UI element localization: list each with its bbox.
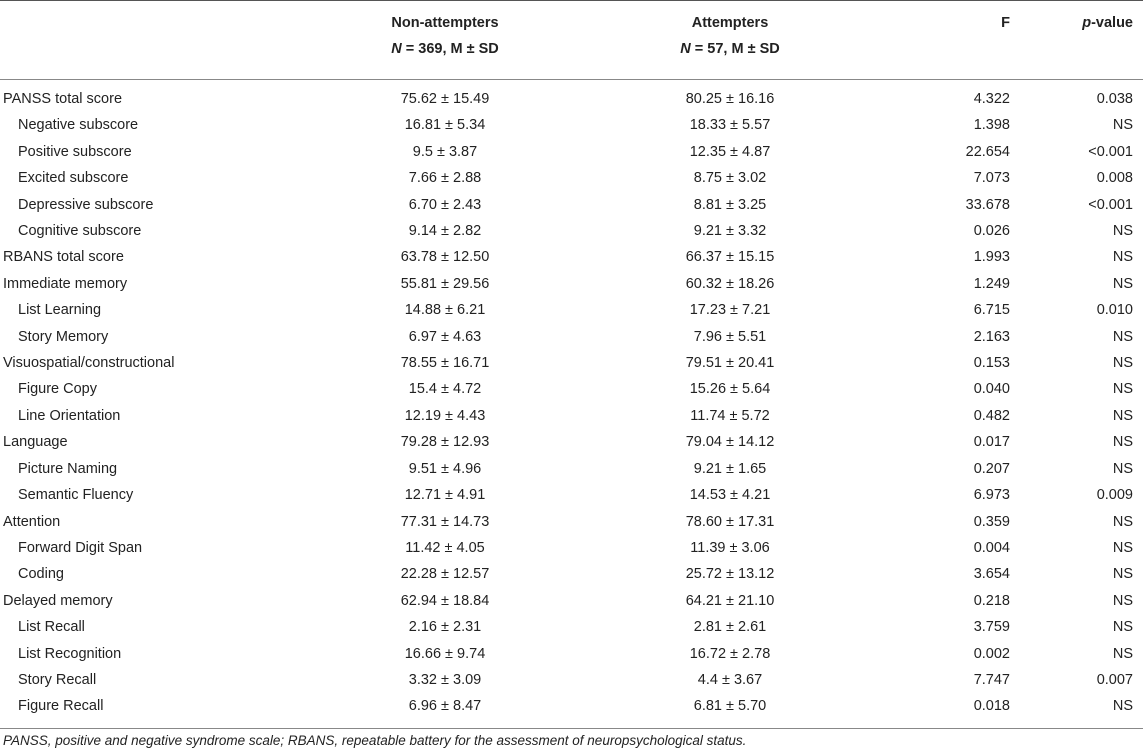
table-row — [0, 139, 1143, 165]
table-row — [0, 297, 1143, 323]
cell-attempters: 79.51 ± 20.41 — [685, 355, 775, 372]
cell-p-value: NS — [1010, 693, 1143, 728]
cell-attempters: 15.26 ± 5.64 — [689, 381, 771, 398]
header-att-n-rest: = 57, M ± SD — [690, 41, 780, 57]
cell-f: 1.993 — [973, 249, 1010, 266]
cell-p-value: NS — [1112, 434, 1133, 451]
cell-attempters: 64.21 ± 21.10 — [685, 592, 775, 609]
table-row — [0, 218, 1143, 244]
header-attempters-n — [590, 33, 870, 80]
cell-attempters: 11.74 ± 5.72 — [690, 407, 770, 424]
cell-f: 0.040 — [973, 381, 1010, 398]
header-non-n-rest: = 369, M ± SD — [401, 41, 499, 57]
row-label: Depressive subscore — [18, 196, 154, 213]
cell-non-attempters: 6.70 ± 2.43 — [408, 196, 482, 213]
table-row — [0, 112, 1143, 138]
table-row — [0, 271, 1143, 297]
row-label: Story Memory — [18, 328, 109, 345]
cell-p-value: NS — [1112, 592, 1133, 609]
cell-p-value: NS — [1112, 513, 1133, 530]
row-label: Attention — [3, 513, 61, 530]
cell-non-attempters: 12.19 ± 4.43 — [404, 407, 486, 424]
cell-f: 0.153 — [973, 355, 1010, 372]
cell-p-value: NS — [1112, 249, 1133, 266]
row-label: Picture Naming — [18, 460, 118, 477]
cell-p-value: NS — [1112, 117, 1133, 134]
header-row-titles — [0, 1, 1143, 34]
row-label: Line Orientation — [18, 407, 121, 424]
cell-non-attempters: 78.55 ± 16.71 — [400, 355, 490, 372]
header-non-n-italic: N — [391, 41, 402, 57]
table-footnote: PANSS, positive and negative syndrome scale; RBANS, repeatable battery for the assessment of neuropsychological status. — [3, 733, 747, 748]
cell-p-value: NS — [1112, 381, 1133, 398]
cell-non-attempters: 63.78 ± 12.50 — [400, 249, 490, 266]
cell-f: 0.207 — [973, 460, 1010, 477]
cell-non-attempters: 9.51 ± 4.96 — [408, 460, 482, 477]
cell-f: 3.654 — [973, 566, 1010, 583]
row-label: List Recognition — [18, 645, 122, 662]
table-row — [0, 561, 1143, 587]
table-row — [0, 482, 1143, 508]
cell-p-value: NS — [1112, 328, 1133, 345]
header-attempters: Attempters — [590, 1, 870, 34]
row-label: Coding — [18, 566, 64, 583]
cell-f: 6.715 — [973, 302, 1010, 319]
row-label: List Learning — [18, 302, 102, 319]
header-label-cell — [0, 1, 300, 34]
cell-attempters: 9.21 ± 1.65 — [693, 460, 767, 477]
cell-f: 7.073 — [973, 170, 1010, 187]
cell-p-value: NS — [1112, 539, 1133, 556]
cell-attempters: 11.39 ± 3.06 — [690, 539, 770, 556]
row-label: Positive subscore — [18, 143, 132, 160]
cell-f: 1.398 — [973, 117, 1010, 134]
header-non-attempters: Non-attempters — [300, 1, 590, 34]
cell-attempters: 78.60 ± 17.31 — [685, 513, 775, 530]
cell-f: 0.482 — [973, 407, 1010, 424]
row-label: Negative subscore — [18, 117, 139, 134]
cell-f: 1.249 — [973, 275, 1010, 292]
cell-f: 2.163 — [973, 328, 1010, 345]
cell-attempters: 2.81 ± 2.61 — [693, 619, 767, 636]
cell-non-attempters: 3.32 ± 3.09 — [408, 671, 482, 688]
cell-f: 3.759 — [973, 619, 1010, 636]
table-body — [0, 80, 1143, 729]
cell-p-value: NS — [1112, 460, 1133, 477]
cell-f: 0.026 — [973, 223, 1010, 240]
cell-non-attempters: 22.28 ± 12.57 — [400, 566, 490, 583]
cell-non-attempters: 75.62 ± 15.49 — [400, 91, 490, 107]
table-row — [0, 403, 1143, 429]
cell-p-value: NS — [1112, 407, 1133, 424]
cell-attempters: 14.53 ± 4.21 — [689, 487, 771, 504]
cell-non-attempters: 16.81 ± 5.34 — [404, 117, 486, 134]
header-non-attempters-n — [300, 33, 590, 80]
table-row — [0, 667, 1143, 693]
table-row — [0, 693, 1143, 728]
header-f-blank — [870, 33, 1010, 80]
cell-non-attempters: 77.31 ± 14.73 — [400, 513, 490, 530]
cell-attempters: 79.04 ± 14.12 — [685, 434, 775, 451]
cell-p-value: NS — [1112, 645, 1133, 662]
row-label: Excited subscore — [18, 170, 129, 187]
row-label: Forward Digit Span — [18, 539, 143, 556]
table-row — [0, 350, 1143, 376]
cell-attempters: 60.32 ± 18.26 — [685, 275, 775, 292]
cell-f: 0.018 — [870, 693, 1010, 728]
cell-p-value: 0.008 — [1096, 170, 1133, 187]
header-label-cell-2 — [0, 33, 300, 80]
cell-non-attempters: 16.66 ± 9.74 — [404, 645, 486, 662]
header-row-sample-sizes — [0, 33, 1143, 80]
row-label: Visuospatial/constructional — [3, 355, 175, 372]
table-row — [0, 456, 1143, 482]
cell-f: 33.678 — [965, 196, 1010, 213]
header-p-value — [1010, 1, 1143, 34]
row-label: Semantic Fluency — [18, 487, 134, 504]
cell-f: 0.004 — [973, 539, 1010, 556]
table-header — [0, 1, 1143, 80]
cell-non-attempters: 12.71 ± 4.91 — [404, 487, 486, 504]
cell-non-attempters: 9.14 ± 2.82 — [408, 223, 482, 240]
row-label: Delayed memory — [3, 592, 113, 609]
cell-f: 0.359 — [973, 513, 1010, 530]
cell-attempters: 80.25 ± 16.16 — [685, 91, 775, 107]
header-att-n-italic: N — [680, 41, 691, 57]
table-row — [0, 80, 1143, 113]
table-row — [0, 509, 1143, 535]
cell-f: 0.218 — [973, 592, 1010, 609]
table-row — [0, 614, 1143, 640]
cell-p-value: NS — [1112, 619, 1133, 636]
cell-p-value: NS — [1112, 275, 1133, 292]
table-row — [0, 244, 1143, 270]
cell-f: 22.654 — [965, 143, 1010, 160]
cell-p-value: <0.001 — [1088, 143, 1133, 160]
cell-non-attempters: 2.16 ± 2.31 — [408, 619, 482, 636]
cell-p-value: NS — [1112, 223, 1133, 240]
table-row — [0, 165, 1143, 191]
cell-attempters: 8.75 ± 3.02 — [693, 170, 767, 187]
table-row — [0, 376, 1143, 402]
row-label: List Recall — [18, 619, 85, 636]
cell-attempters: 16.72 ± 2.78 — [689, 645, 771, 662]
table-row — [0, 192, 1143, 218]
cell-non-attempters: 55.81 ± 29.56 — [400, 275, 490, 292]
table-row — [0, 588, 1143, 614]
cell-f: 0.002 — [973, 645, 1010, 662]
cell-attempters: 18.33 ± 5.57 — [689, 117, 771, 134]
header-p-rest: -value — [1091, 15, 1133, 31]
cell-f: 6.973 — [973, 487, 1010, 504]
table-row — [0, 324, 1143, 350]
cell-attempters: 17.23 ± 7.21 — [689, 302, 771, 319]
cell-attempters: 12.35 ± 4.87 — [689, 143, 771, 160]
cell-attempters: 8.81 ± 3.25 — [693, 196, 767, 213]
header-f-text: F — [1001, 15, 1010, 31]
cell-attempters: 25.72 ± 13.12 — [685, 566, 775, 583]
cell-p-value: 0.007 — [1096, 671, 1133, 688]
cell-attempters: 9.21 ± 3.32 — [693, 223, 767, 240]
cell-non-attempters: 14.88 ± 6.21 — [404, 302, 486, 319]
cell-attempters: 66.37 ± 15.15 — [685, 249, 775, 266]
row-label: Story Recall — [18, 671, 97, 688]
cell-non-attempters: 6.96 ± 8.47 — [300, 693, 590, 728]
row-label: Immediate memory — [3, 275, 128, 292]
cell-f: 7.747 — [973, 671, 1010, 688]
header-p-blank — [1010, 33, 1143, 80]
cell-f: 4.322 — [973, 91, 1010, 107]
cell-p-value: 0.009 — [1096, 487, 1133, 504]
row-label: Figure Recall — [0, 693, 300, 728]
cell-non-attempters: 62.94 ± 18.84 — [400, 592, 490, 609]
cell-attempters: 6.81 ± 5.70 — [590, 693, 870, 728]
cell-attempters: 4.4 ± 3.67 — [697, 671, 763, 688]
table-row — [0, 429, 1143, 455]
row-label: Language — [3, 434, 68, 451]
header-f — [870, 1, 1010, 34]
cell-non-attempters: 7.66 ± 2.88 — [408, 170, 482, 187]
cell-non-attempters: 6.97 ± 4.63 — [408, 328, 482, 345]
row-label: RBANS total score — [3, 249, 124, 266]
cell-p-value: NS — [1112, 355, 1133, 372]
cell-attempters: 7.96 ± 5.51 — [693, 328, 767, 345]
header-p-italic: p — [1082, 15, 1092, 31]
cell-non-attempters: 79.28 ± 12.93 — [400, 434, 490, 451]
cell-f: 0.017 — [973, 434, 1010, 451]
cell-non-attempters: 9.5 ± 3.87 — [412, 143, 478, 160]
cell-non-attempters: 11.42 ± 4.05 — [405, 539, 485, 556]
row-label: Cognitive subscore — [18, 223, 142, 240]
table-row — [0, 641, 1143, 667]
cell-p-value: 0.010 — [1096, 302, 1133, 319]
row-label: Figure Copy — [18, 381, 97, 398]
row-label: PANSS total score — [3, 91, 123, 107]
table-row — [0, 535, 1143, 561]
cell-non-attempters: 15.4 ± 4.72 — [408, 381, 482, 398]
cell-p-value: NS — [1112, 566, 1133, 583]
cell-p-value: 0.038 — [1096, 91, 1133, 107]
cell-p-value: <0.001 — [1088, 196, 1133, 213]
